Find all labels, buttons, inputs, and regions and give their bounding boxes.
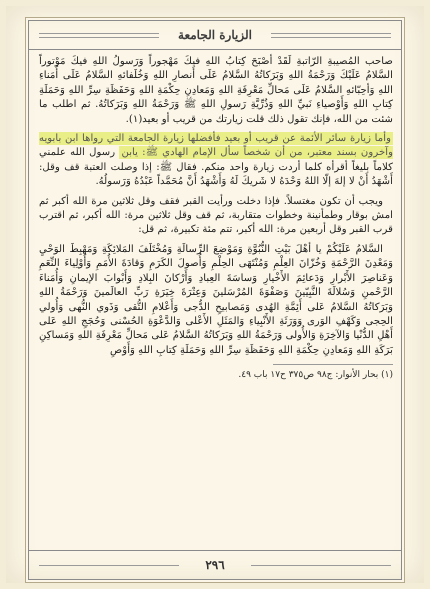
header-ornament-left [39,33,159,38]
paragraph-intro-prayer: صاحب المُصيبةِ الرّاتبةِ لَقَدْ أصْبَحَ كِتابُ اللهِ فيكَ مَهْجوراً وَرَسولُ اللهِ فيكَ مَوْتوراً السَّلامُ عَلَيْكَ وَرَحْمَةُ اللهِ وَبَرَكاتُهُ السَّلامُ عَلَى أَنصارِ اللهِ وَخُلَفائهِ السَّلامُ عَلَى أُمَناءِ اللهِ وَأحِبّائهِ السَّلامُ عَلَى مَحالِّ مَعْرِفَةِ اللهِ وَمَعادِنِ حِكْمَةِ اللهِ وَحَفَظَةِ سِرِّ اللهِ وَحَمَلَةِ كِتابِ اللهِ وَأَوْصياءِ نَبيِّ اللهِ وَذُرِّيَّةِ رَسولِ اللهِ ﷺ وَرَحْمَةُ اللهِ وَبَرَكاتُهُ. ثم اطلب ما شئت من الله، فإنك تقول ذلك قلت زيارتك من قريب أو بعيد(١). [39,56,393,125]
paragraph-ziyara-text: السَّلامُ عَلَيْكُمْ يا أهْلَ بَيْتِ النُّبُوَّةِ وَمَوْضِعَ الرِّسالَةِ وَمُخْتَلَفَ المَلائِكَةِ وَمَهْبِطَ الوَحْيِ وَمَعْدِنَ الرَّحْمَةِ وَخُزّانَ العِلْمِ وَمُنْتَهَى الحِلْمِ وَأُصولَ الكَرَمِ وَقادَةَ الأُمَمِ وَأَوْلِياءَ النِّعَمِ وَعَناصِرَ الأَبْرارِ وَدَعائِمَ الأَخْيارِ وَساسَةَ العِبادِ وَأَرْكانَ البِلادِ وَأَبْوابَ الإيمانِ وَأُمَناءَ الرَّحْمنِ وَسُلالَةَ النَّبِيّينَ وَصَفْوَةَ المُرْسَلينَ وَعِتْرَةَ خِيَرَةِ رَبِّ العالَمينَ وَرَحْمَةُ اللهِ وَبَرَكاتُهُ السَّلامُ عَلى أَئِمَّةِ الهُدى وَمَصابيحِ الدُّجى وَأَعْلامِ التُّقى وَذَوي النُّهى وَأُولي الحِجى وَكَهْفِ الوَرى وَوَرَثَةِ الأَنْبِياءِ وَالمَثَلِ الأَعْلى وَالدَّعْوَةِ الحُسْنى وَحُجَجِ اللهِ عَلى أَهْلِ الدُّنْيا وَالآخِرَةِ وَالأُولى وَرَحْمَةُ اللهِ وَبَرَكاتُهُ السَّلامُ عَلى مَحالِّ مَعْرِفَةِ اللهِ وَمَساكِنِ بَرَكَةِ اللهِ وَمَعادِنِ حِكْمَةِ اللهِ وَحَفَظَةِ سِرِّ اللهِ وَحَمَلَةِ كِتابِ اللهِ وَأَوْصِ [39,243,393,356]
page-frame [28,20,402,580]
paragraph-jamia-intro [39,132,393,190]
paragraph-jamia-rest: رسول الله علمني كلاماً بليغاً أقرأه كلما أردت زيارة واحد منكم. فقال ﷺ: إذا وصلت العتبة قف وقل: أَشْهَدُ أَنْ لا إلهَ إلّا اللهُ وَحْدَهُ لا شَريكَ لَهُ وَأَشْهَدُ أَنَّ مُحَمَّداً عَبْدُهُ وَرَسولُهُ. [39,147,393,188]
highlighted-text: وأما زيارة سائر الأئمة عن قريب أو بعيد فأفضلها زيارة الجامعة التي رواها ابن بابويه وآخرون بسند معتبر، من أن شخصاً سأل الإمام الهادي ﷺ: يابن [39,133,393,159]
running-title: الزيارة الجامعة [178,28,252,42]
paragraph-instructions: ويجب أن تكون مغتسلاً. فإذا دخلت ورأيت القبر فقف وقل ثلاثين مرة الله أكبر ثم امش بوقار وطمأنينة وخطوات متقاربة، ثم قف وقل ثلاثين مرة: الله أكبر، ثم اقترب قرب القبر وقل أربعين مرة: الله أكبر، تتم مئة تكبيرة، ثم قل: [39,195,393,236]
header-ornament-right [271,33,391,38]
page-footer [29,550,401,579]
footnote: (١) بحار الأنوار: ج٩٨ ص٣٧٥ ح١٧ باب ٤٩. [238,370,393,381]
footnote-separator [273,364,393,365]
page-header [29,21,401,50]
page-body [39,55,393,541]
book-page [6,6,424,583]
page-number: ٢٩٦ [205,558,225,572]
footer-line-right [251,565,391,566]
footer-line-left [39,565,179,566]
